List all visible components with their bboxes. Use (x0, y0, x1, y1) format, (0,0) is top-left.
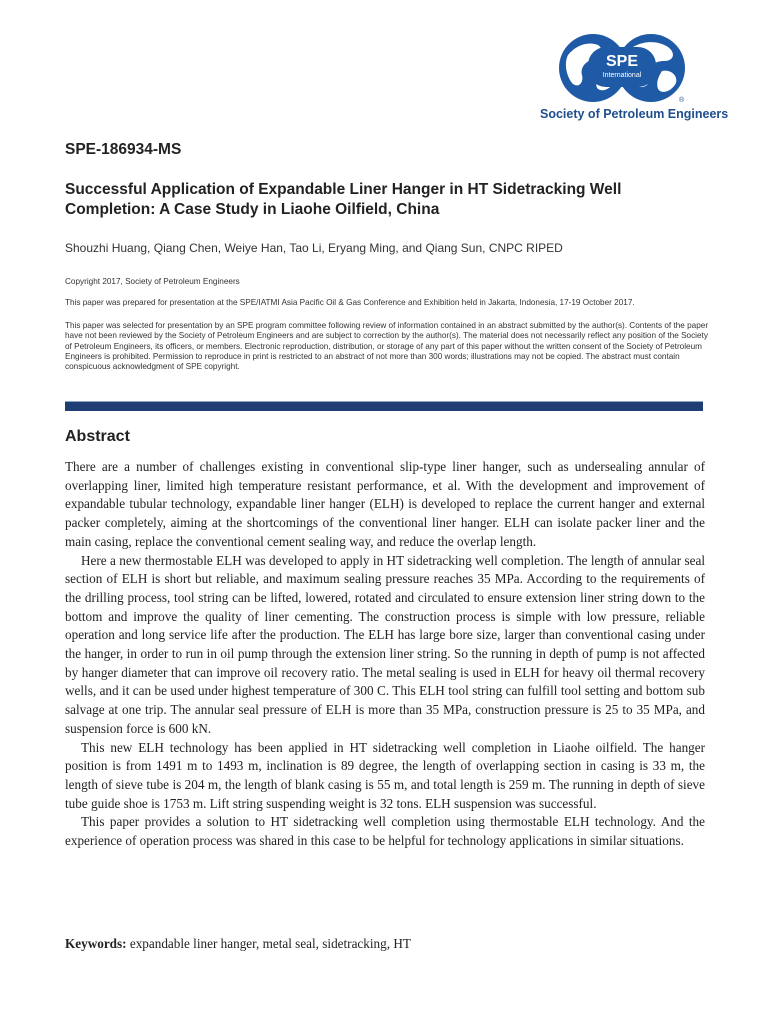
spe-globe-icon (558, 33, 686, 103)
abstract-paragraph: This new ELH technology has been applied in HT sidetracking well completion in Liaohe oilfield. The hanger position is from 1491 m to 1493 m, inclination is 89 degree, the length of overlapping section in casing is 33 m, the length of sieve tube is 204 m, the length of blank casing is 55 m, and total length is 259 m. The running in depth of sieve tube guide shoe is 1753 m. Lift string suspending weight is 32 tons. ELH suspension was successful. (65, 739, 705, 811)
spe-logo (538, 33, 729, 125)
abstract-paragraph: There are a number of challenges existing in conventional slip-type liner hanger, such as undersealing annular of overlapping liner, limited high temperature resistant performance, et al. With the development and improvement of expandable tubular technology, expandable liner hanger (ELH) is developed to replace the current hanger and external packer completely, aiming at the shortcomings of the conventional liner hanger. ELH can isolate packer liner and the main casing, replace the conventional cement sealing way, and reduce the overlap length. (65, 459, 705, 549)
registered-mark: ® (679, 97, 685, 104)
keywords-list: expandable liner hanger, metal seal, sidetracking, HT (129, 936, 411, 951)
abstract-paragraph: Here a new thermostable ELH was developed to apply in HT sidetracking well completion. The length of annular seal section of ELH is short but reliable, and maximum sealing pressure reaches 35 MPa. According to the requirements of the drilling process, tool string can be lifted, lowered, rotated and circulated to ensure extension liner string down to the bottom and improve the quality of liner cementing. The construction process is simple with low pressure, reliable operation and long service life after the production. The ELH has large bore size, larger than conventional casing under the hanger, in order to run in oil pump through the extension liner string. So the running in depth of pump is not affected by hanger diameter that can improve oil recovery ratio. The metal sealing is used in ELH for heavy oil thermal recovery wells, and it can be used under highest temperature of 300 C. This ELH tool string can fulfill tool setting and bottom sub salvage at one trip. The annular seal pressure of ELH is more than 35 MPa, construction pressure is 25 to 35 MPa, and suspension force is 600 kN. (65, 552, 705, 736)
paper-id: SPE-186934-MS (65, 141, 182, 158)
abstract-body (65, 458, 705, 851)
selection-note: This paper was selected for presentation by an SPE program committee following review of information contained in an abstract submitted by the author(s). Contents of the paper have not been reviewed by the Society of Petroleum Engineers and are subject to correction by the author(s). The material does not necessarily reflect any position of the Society of Petroleum Engineers, its officers, or members. Electronic reproduction, distribution, or storage of any part of this paper without the written consent of the Society of Petroleum Engineers is prohibited. Permission to reproduce in print is restricted to an abstract of not more than 300 words; illustrations may not be copied. The abstract must contain conspicuous acknowledgment of SPE copyright. (65, 321, 709, 372)
keywords (65, 936, 411, 952)
copyright-note: Copyright 2017, Society of Petroleum Engineers (65, 277, 240, 286)
header-divider (65, 402, 703, 411)
abstract-heading: Abstract (65, 428, 130, 445)
logo-globe-text-2: International (602, 72, 642, 79)
org-name: Society of Petroleum Engineers (540, 107, 729, 121)
paper-title: Successful Application of Expandable Liner Hanger in HT Sidetracking Well Completion: A Case Study in Liaohe Oilfield, China (65, 181, 622, 218)
keywords-label: Keywords: (65, 936, 127, 951)
logo-globe-text-1: SPE (605, 53, 639, 70)
abstract-paragraph: This paper provides a solution to HT sidetracking well completion using thermostable ELH technology. And the experience of operation process was shared in this case to be helpful for technology applications in similar situations. (65, 814, 705, 849)
paper-authors: Shouzhi Huang, Qiang Chen, Weiye Han, Tao Li, Eryang Ming, and Qiang Sun, CNPC RIPED (65, 241, 563, 255)
prepared-note: This paper was prepared for presentation at the SPE/IATMI Asia Pacific Oil & Gas Conference and Exhibition held in Jakarta, Indonesia, 17-19 October 2017. (65, 298, 635, 307)
